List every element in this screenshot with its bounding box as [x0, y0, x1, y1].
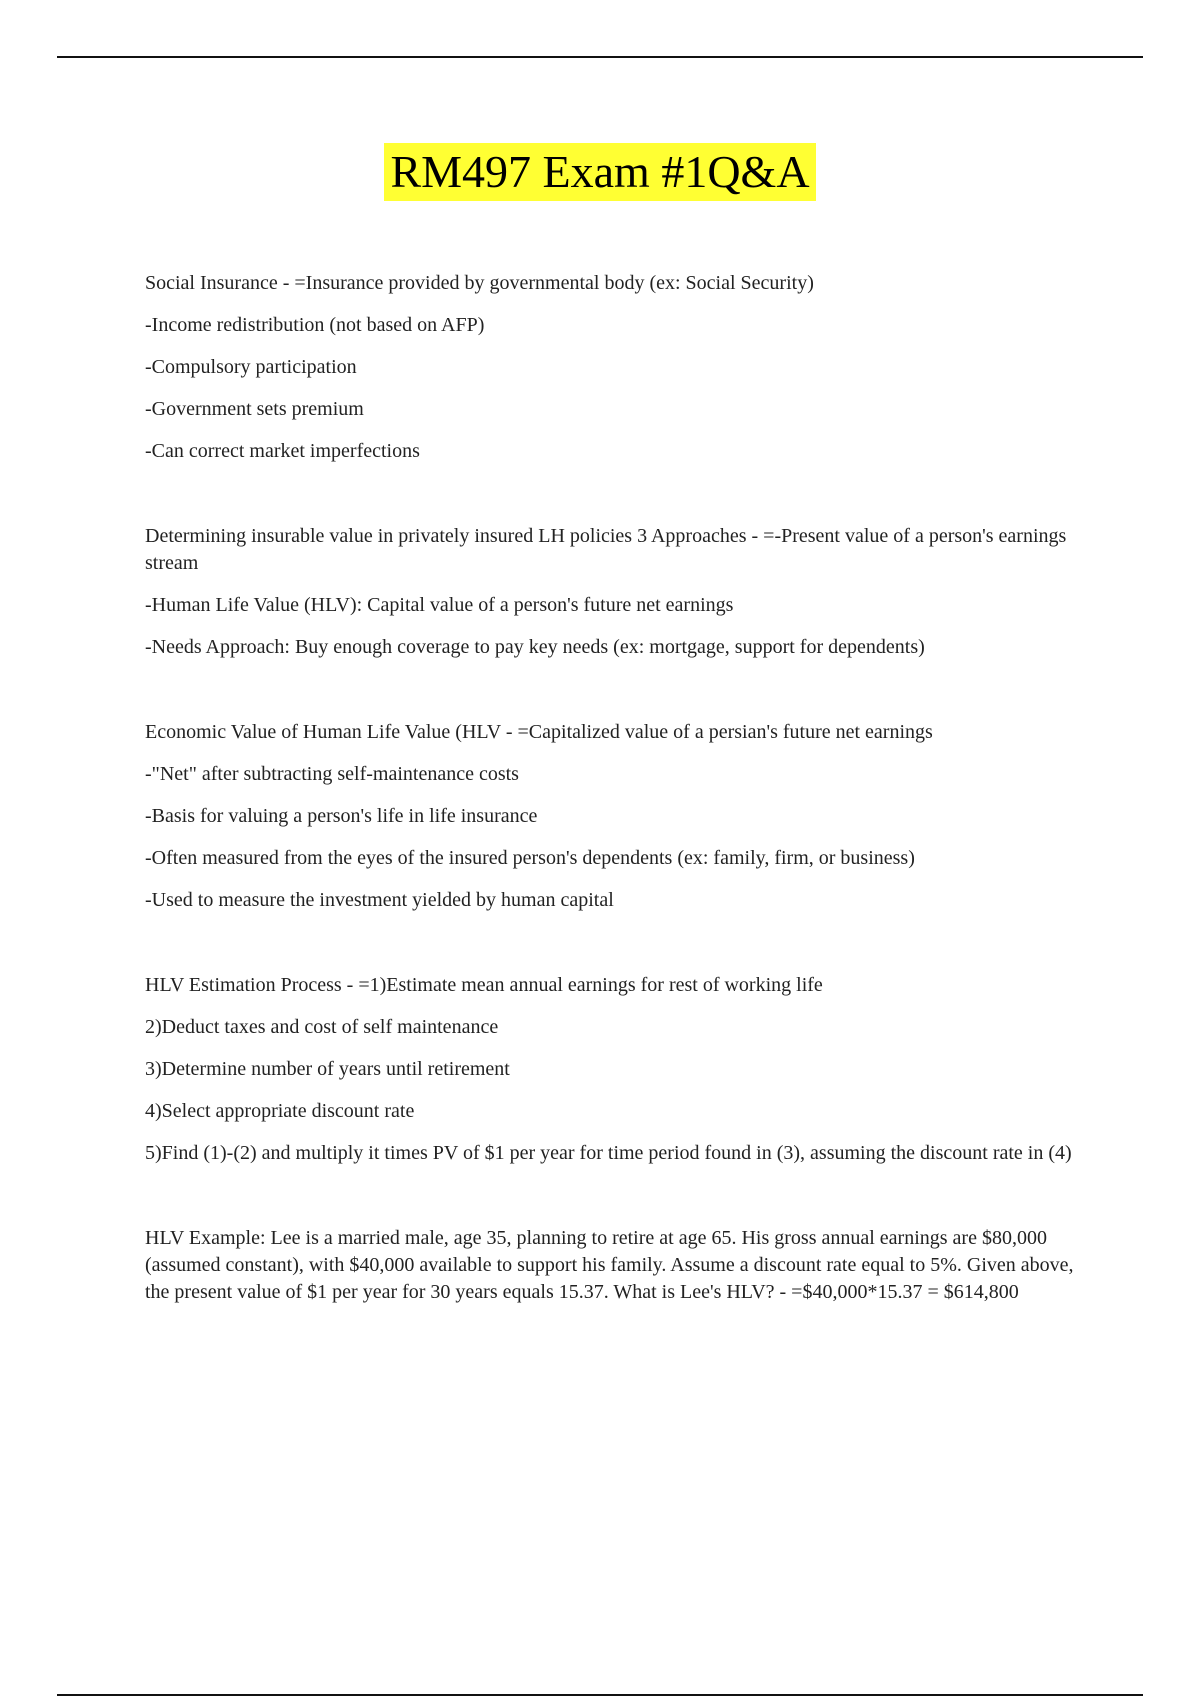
text-line: 4)Select appropriate discount rate [145, 1100, 415, 1122]
section-hlv-estimation [145, 972, 1090, 1167]
text-line: Economic Value of Human Life Value (HLV - =Capitalized value of a persian's future net earnings [145, 721, 933, 743]
text-line: -Can correct market imperfections [145, 440, 420, 462]
title-container [0, 143, 1200, 201]
text-line: -Often measured from the eyes of the insured person's dependents (ex: family, firm, or business) [145, 847, 915, 869]
section-spacer [145, 929, 1090, 972]
text-line: HLV Estimation Process - =1)Estimate mean annual earnings for rest of working life [145, 974, 823, 996]
text-line: -Used to measure the investment yielded by human capital [145, 889, 614, 911]
bottom-rule [57, 1694, 1143, 1696]
text-line: 5)Find (1)-(2) and multiply it times PV of $1 per year for time period found in (3), assuming the discount rate in (4) [145, 1142, 1072, 1164]
section-economic-value-hlv [145, 719, 1090, 914]
text-line: -Needs Approach: Buy enough coverage to pay key needs (ex: mortgage, support for dependents) [145, 636, 925, 658]
text-line: -"Net" after subtracting self-maintenance costs [145, 763, 519, 785]
section-spacer [145, 480, 1090, 523]
text-line: 2)Deduct taxes and cost of self maintenance [145, 1016, 499, 1038]
text-line: Social Insurance - =Insurance provided by governmental body (ex: Social Security) [145, 272, 814, 294]
text-line: -Income redistribution (not based on AFP) [145, 314, 485, 336]
section-spacer [145, 676, 1090, 719]
document-body [145, 270, 1090, 1321]
text-line: -Basis for valuing a person's life in life insurance [145, 805, 538, 827]
text-line: HLV Example: Lee is a married male, age 35, planning to retire at age 65. His gross annual earnings are $80,000 (assumed constant), with $40,000 available to support his family. Assume a discount rate equal to 5%. Given above, the present value of $1 per year for 30 years equals 15.37. What is Lee's HLV? - =$40,000*15.37 = $614,800 [145, 1227, 1074, 1303]
text-line: -Government sets premium [145, 398, 364, 420]
text-line: -Compulsory participation [145, 356, 357, 378]
document-title: RM497 Exam #1Q&A [384, 143, 815, 201]
text-line: -Human Life Value (HLV): Capital value of a person's future net earnings [145, 594, 734, 616]
section-spacer [145, 1182, 1090, 1225]
text-line: Determining insurable value in privately insured LH policies 3 Approaches - =-Present value of a person's earnings stream [145, 525, 1067, 574]
section-hlv-example [145, 1225, 1090, 1306]
section-insurable-value [145, 523, 1090, 661]
section-social-insurance [145, 270, 1090, 465]
text-line: 3)Determine number of years until retirement [145, 1058, 510, 1080]
top-rule [57, 56, 1143, 58]
